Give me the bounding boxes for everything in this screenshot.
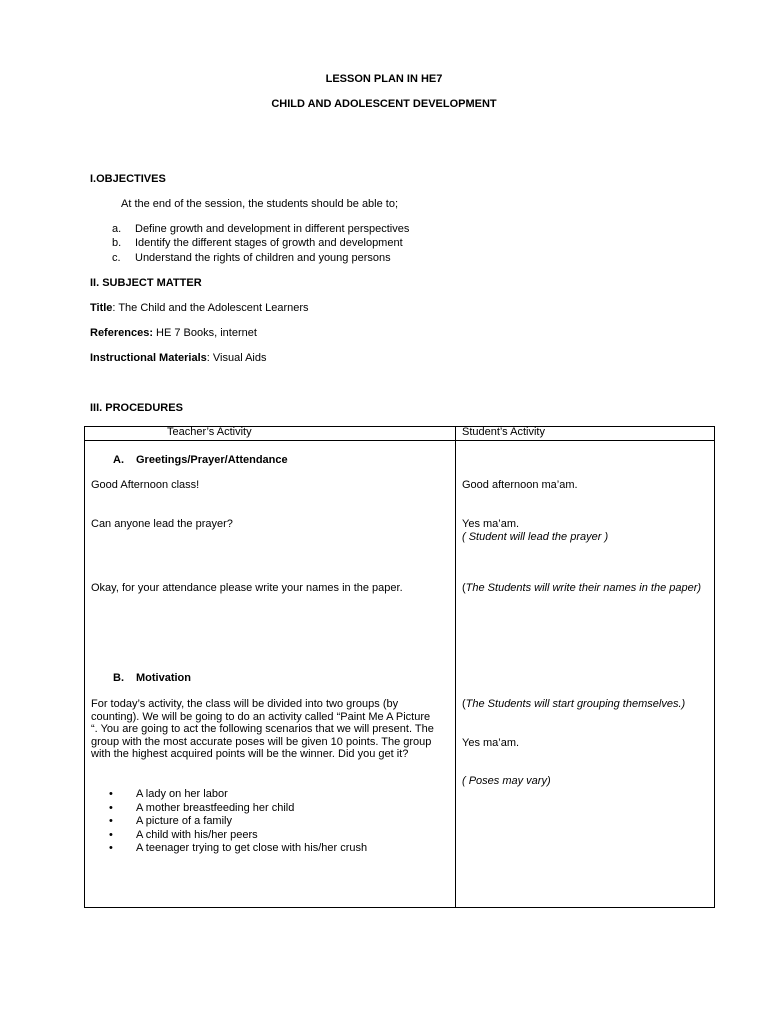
objective-marker-b: b. <box>112 237 122 249</box>
subject-references-value: HE 7 Books, internet <box>152 327 257 339</box>
section-a-title: Greetings/Prayer/Attendance <box>136 454 288 466</box>
subject-matter-heading: II. SUBJECT MATTER <box>90 277 202 289</box>
subject-title-line <box>90 302 309 314</box>
teacher-column-label: Teacher’s Activity <box>167 426 252 438</box>
procedures-body-row <box>85 441 715 908</box>
subject-title-value: : The Child and the Adolescent Learners <box>112 302 309 314</box>
scenario-item <box>85 815 455 829</box>
student-grouping <box>462 698 685 710</box>
scenario-item <box>85 829 455 843</box>
subject-materials-label: Instructional Materials <box>90 352 207 364</box>
scenario-item <box>85 788 455 802</box>
teacher-prayer: Can anyone lead the prayer? <box>91 518 233 530</box>
motivation-line: with the highest acquired points will be the winner. Did you get it? <box>91 748 409 760</box>
scenario-item <box>85 802 455 816</box>
scenario-text: A child with his/her peers <box>136 828 258 841</box>
objective-marker-c: c. <box>112 252 121 264</box>
scenario-item <box>85 842 455 856</box>
student-poses: ( Poses may vary) <box>462 775 551 787</box>
bullet-icon: • <box>109 815 113 827</box>
scenario-text: A mother breastfeeding her child <box>136 801 295 814</box>
motivation-line: “. You are going to act the following scenarios that we will present. The <box>91 723 434 735</box>
bullet-icon: • <box>109 828 113 841</box>
scenario-text: A picture of a family <box>136 815 232 827</box>
motivation-line: group with the most accurate poses will be given 10 points. The group <box>91 735 432 748</box>
objectives-heading: I.OBJECTIVES <box>90 173 166 185</box>
student-attendance-note: The Students will write their names in the paper) <box>465 582 702 594</box>
student-attendance <box>462 582 702 595</box>
student-greeting: Good afternoon ma’am. <box>462 479 578 491</box>
objective-item-a: Define growth and development in different perspectives <box>135 223 410 235</box>
objective-marker-a: a. <box>112 223 122 235</box>
student-prayer: Yes ma’am. <box>462 518 520 530</box>
teacher-attendance: Okay, for your attendance please write your names in the paper. <box>91 582 403 594</box>
student-grouping-paren: ( <box>462 698 466 710</box>
teacher-motivation <box>91 698 434 761</box>
subject-title-label: Title <box>90 302 113 314</box>
student-attendance-paren: ( <box>462 582 466 594</box>
bullet-icon: • <box>109 801 113 814</box>
subject-references-label: References: <box>90 327 153 339</box>
section-b-marker: B. <box>113 672 124 684</box>
teacher-activity-cell <box>85 441 456 908</box>
subject-materials-line <box>90 352 267 364</box>
scenario-text: A teenager trying to get close with his/her crush <box>136 842 368 854</box>
section-b-title: Motivation <box>136 672 191 684</box>
scenario-text: A lady on her labor <box>136 788 228 800</box>
procedures-table <box>84 426 715 908</box>
subject-references-line <box>90 327 257 339</box>
objectives-intro: At the end of the session, the students should be able to; <box>121 198 399 210</box>
document-title: LESSON PLAN IN HE7 <box>325 73 443 85</box>
bullet-icon: • <box>109 842 113 854</box>
procedures-heading: III. PROCEDURES <box>90 402 183 414</box>
teacher-greeting: Good Afternoon class! <box>91 479 200 491</box>
teacher-column-header <box>85 427 456 441</box>
student-grouping-note: The Students will start grouping themselves.) <box>465 698 686 710</box>
motivation-line: For today’s activity, the class will be divided into two groups (by <box>91 698 399 710</box>
procedures-header-row <box>85 427 715 441</box>
student-yes: Yes ma’am. <box>462 737 520 749</box>
motivation-line: counting). We will be going to do an activity called “Paint Me A Picture <box>91 710 431 723</box>
bullet-icon: • <box>109 788 113 800</box>
section-a-marker: A. <box>113 454 124 466</box>
scenario-list <box>85 788 455 856</box>
student-activity-cell <box>456 441 715 908</box>
objective-item-c: Understand the rights of children and young persons <box>135 252 391 264</box>
student-prayer-note: ( Student will lead the prayer ) <box>462 531 609 543</box>
document-subtitle: CHILD AND ADOLESCENT DEVELOPMENT <box>271 98 497 110</box>
objective-item-b: Identify the different stages of growth and development <box>135 237 403 249</box>
subject-materials-value: : Visual Aids <box>206 352 267 364</box>
student-column-label: Student’s Activity <box>462 426 545 438</box>
student-column-header <box>456 427 715 441</box>
